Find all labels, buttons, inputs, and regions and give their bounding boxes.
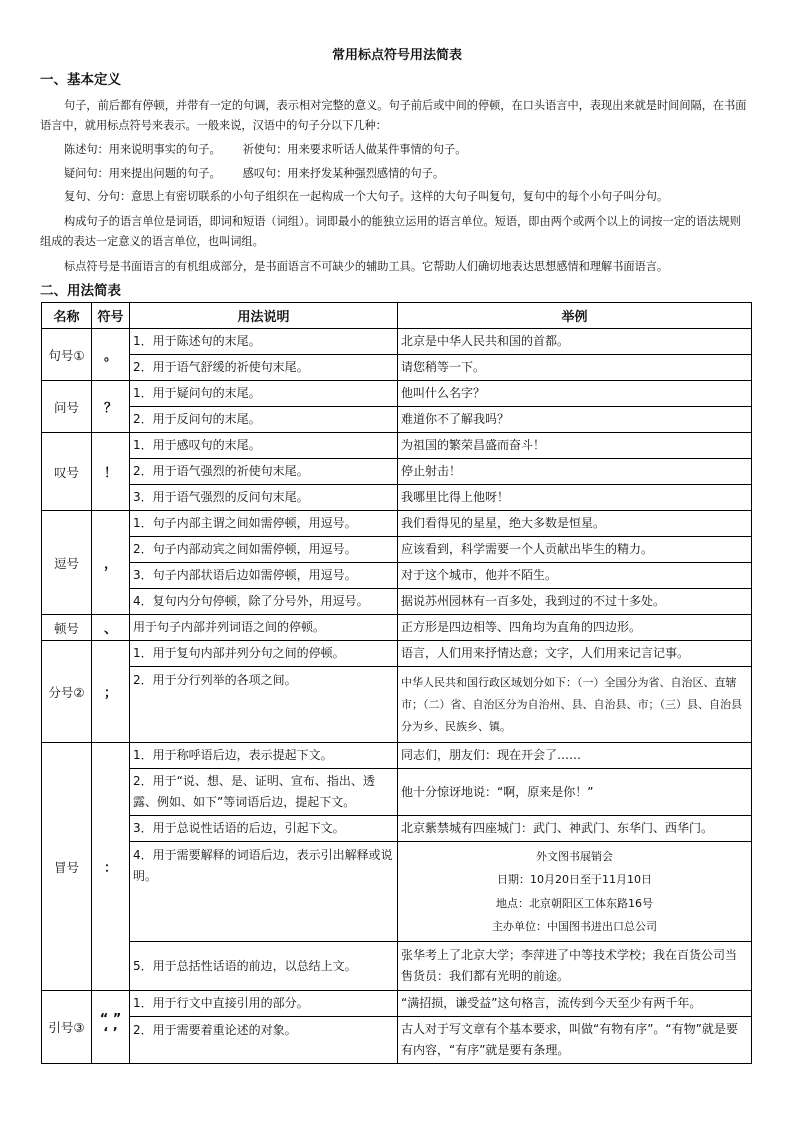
usage-cell: 4．复句内分句停顿，除了分号外，用逗号。 xyxy=(130,589,398,615)
mark-symbol-question: ？ xyxy=(92,381,130,433)
example-cell: 难道你不了解我吗？ xyxy=(398,407,752,433)
usage-cell: 1．用于复句内部并列分句之间的停顿。 xyxy=(130,641,398,667)
table-row xyxy=(42,537,752,563)
example-cell: 停止射击！ xyxy=(398,459,752,485)
table-row xyxy=(42,589,752,615)
usage-cell: 2．句子内部动宾之间如需停顿，用逗号。 xyxy=(130,537,398,563)
usage-cell: 4．用于需要解释的词语后边，表示引出解释或说明。 xyxy=(130,842,398,942)
table-row xyxy=(42,816,752,842)
usage-cell: 1．用于陈述句的末尾。 xyxy=(130,329,398,355)
table-row xyxy=(42,329,752,355)
mark-name-period: 句号① xyxy=(42,329,92,381)
column-header-example: 举例 xyxy=(398,303,752,329)
column-header-symbol: 符号 xyxy=(92,303,130,329)
language-units-definition: 构成句子的语言单位是词语，即词和短语（词组）。词即最小的能独立运用的语言单位。短语，即由两个或两个以上的词按一定的语法规则组成的表达一定意义的语言单位，也叫词组。 xyxy=(40,215,741,248)
sentence-types-row-2 xyxy=(64,165,444,183)
mark-name-colon: 冒号 xyxy=(42,743,92,991)
usage-cell: 3．用于总说性话语的后边，引起下文。 xyxy=(130,816,398,842)
example-cell: 张华考上了北京大学；李萍进了中等技术学校；我在百货公司当售货员：我们都有光明的前途。 xyxy=(398,942,752,991)
table-row xyxy=(42,942,752,991)
table-row xyxy=(42,459,752,485)
example-cell: 应该看到，科学需要一个人贡献出毕生的精力。 xyxy=(398,537,752,563)
complex-sentence-definition: 复句、分句：意思上有密切联系的小句子组织在一起构成一个大句子。这样的大句子叫复句，复句中的每个小句子叫分句。 xyxy=(64,190,669,203)
column-header-name: 名称 xyxy=(42,303,92,329)
example-cell: 请您稍等一下。 xyxy=(398,355,752,381)
example-cell: 语言，人们用来抒情达意；文字，人们用来记言记事。 xyxy=(398,641,752,667)
example-cell: “满招损，谦受益”这句格言，流传到今天至少有两千年。 xyxy=(398,991,752,1017)
usage-cell: 1．用于行文中直接引用的部分。 xyxy=(130,991,398,1017)
mark-name-quotation: 引号③ xyxy=(42,991,92,1064)
notice-title: 外文图书展销会 xyxy=(536,849,613,863)
usage-cell: 1．用于称呼语后边，表示提起下文。 xyxy=(130,743,398,769)
sentence-type-interrogative: 疑问句：用来提出问题的句子。 xyxy=(64,167,221,180)
example-cell: 正方形是四边相等、四角均为直角的四边形。 xyxy=(398,615,752,641)
example-cell-notice xyxy=(398,842,752,942)
usage-cell: 2．用于语气舒缓的祈使句末尾。 xyxy=(130,355,398,381)
mark-symbol-enumeration-comma: 、 xyxy=(92,615,130,641)
table-row xyxy=(42,641,752,667)
usage-cell: 3．句子内部状语后边如需停顿，用逗号。 xyxy=(130,563,398,589)
table-row xyxy=(42,1017,752,1064)
table-row xyxy=(42,407,752,433)
example-cell: 同志们，朋友们：现在开会了…… xyxy=(398,743,752,769)
mark-name-exclamation: 叹号 xyxy=(42,433,92,511)
mark-symbol-quotation: “ ” ‘ ’ xyxy=(92,991,130,1064)
example-cell: 北京紫禁城有四座城门：武门、神武门、东华门、西华门。 xyxy=(398,816,752,842)
mark-symbol-exclamation: ！ xyxy=(92,433,130,511)
usage-cell: 2．用于需要着重论述的对象。 xyxy=(130,1017,398,1064)
table-row xyxy=(42,615,752,641)
usage-cell: 3．用于语气强烈的反问句末尾。 xyxy=(130,485,398,511)
sentence-types-row-1 xyxy=(64,141,466,159)
usage-cell: 2．用于反问句的末尾。 xyxy=(130,407,398,433)
mark-symbol-colon: ： xyxy=(92,743,130,991)
sentence-type-declarative: 陈述句：用来说明事实的句子。 xyxy=(64,143,221,156)
example-cell: 为祖国的繁荣昌盛而奋斗！ xyxy=(398,433,752,459)
document-title: 常用标点符号用法简表 xyxy=(331,48,462,63)
table-row xyxy=(42,485,752,511)
table-row xyxy=(42,563,752,589)
table-row xyxy=(42,769,752,816)
usage-cell: 2．用于分行列举的各项之间。 xyxy=(130,667,398,743)
table-row xyxy=(42,667,752,743)
example-cell: 古人对于写文章有个基本要求，叫做“有物有序”。“有物”就是要有内容，“有序”就是要有条理。 xyxy=(398,1017,752,1064)
usage-cell: 2．用于语气强烈的祈使句末尾。 xyxy=(130,459,398,485)
section-heading-usage: 二、用法简表 xyxy=(40,283,121,299)
mark-name-semicolon: 分号② xyxy=(42,641,92,743)
mark-name-question: 问号 xyxy=(42,381,92,433)
usage-cell: 1．句子内部主谓之间如需停顿，用逗号。 xyxy=(130,511,398,537)
section-heading-definitions: 一、基本定义 xyxy=(40,72,121,88)
example-cell: 他叫什么名字？ xyxy=(398,381,752,407)
notice-location: 地点：北京朝阳区工体东路16号 xyxy=(496,896,653,910)
usage-cell: 2．用于“说、想、是、证明、宣布、指出、透露、例如、如下”等词语后边，提起下文。 xyxy=(130,769,398,816)
table-row xyxy=(42,433,752,459)
example-cell: 据说苏州园林有一百多处，我到过的不过十多处。 xyxy=(398,589,752,615)
mark-name-enumeration-comma: 顿号 xyxy=(42,615,92,641)
sentence-type-imperative: 祈使句：用来要求听话人做某件事情的句子。 xyxy=(242,143,467,156)
notice-organizer: 主办单位：中国图书进出口总公司 xyxy=(492,920,657,933)
column-header-usage: 用法说明 xyxy=(130,303,398,329)
mark-symbol-comma: ， xyxy=(92,511,130,615)
example-cell: 我哪里比得上他呀！ xyxy=(398,485,752,511)
usage-table xyxy=(41,302,752,1064)
sentence-type-exclamatory: 感叹句：用来抒发某种强烈感情的句子。 xyxy=(242,167,445,180)
example-cell: 他十分惊讶地说：“啊，原来是你！” xyxy=(398,769,752,816)
usage-cell: 1．用于疑问句的末尾。 xyxy=(130,381,398,407)
table-header-row xyxy=(42,303,752,329)
usage-cell: 5．用于总括性话语的前边，以总结上文。 xyxy=(130,942,398,991)
table-row xyxy=(42,743,752,769)
punctuation-definition: 标点符号是书面语言的有机组成部分，是书面语言不可缺少的辅助工具。它帮助人们确切地表达思想感情和理解书面语言。 xyxy=(64,260,669,273)
mark-symbol-period: 。 xyxy=(92,329,130,381)
example-cell: 对于这个城市，他并不陌生。 xyxy=(398,563,752,589)
mark-name-comma: 逗号 xyxy=(42,511,92,615)
example-cell: 北京是中华人民共和国的首都。 xyxy=(398,329,752,355)
table-row xyxy=(42,991,752,1017)
mark-symbol-semicolon: ； xyxy=(92,641,130,743)
usage-cell: 1．用于感叹句的末尾。 xyxy=(130,433,398,459)
table-row xyxy=(42,842,752,942)
table-row xyxy=(42,355,752,381)
example-cell: 我们看得见的星星，绝大多数是恒星。 xyxy=(398,511,752,537)
example-cell: 中华人民共和国行政区域划分如下：（一）全国分为省、自治区、直辖市；（二）省、自治区分为自治州、县、自治县、市；（三）县、自治县分为乡、民族乡、镇。 xyxy=(398,667,752,743)
table-row xyxy=(42,511,752,537)
table-row xyxy=(42,381,752,407)
notice-date: 日期：10月20日至于11月10日 xyxy=(497,873,652,886)
sentence-definition: 句子，前后都有停顿，并带有一定的句调，表示相对完整的意义。句子前后或中间的停顿，在口头语言中，表现出来就是时间间隔，在书面语言中，就用标点符号来表示。一般来说，汉语中的句子分以下几种： xyxy=(40,99,747,132)
usage-cell: 用于句子内部并列词语之间的停顿。 xyxy=(130,615,398,641)
